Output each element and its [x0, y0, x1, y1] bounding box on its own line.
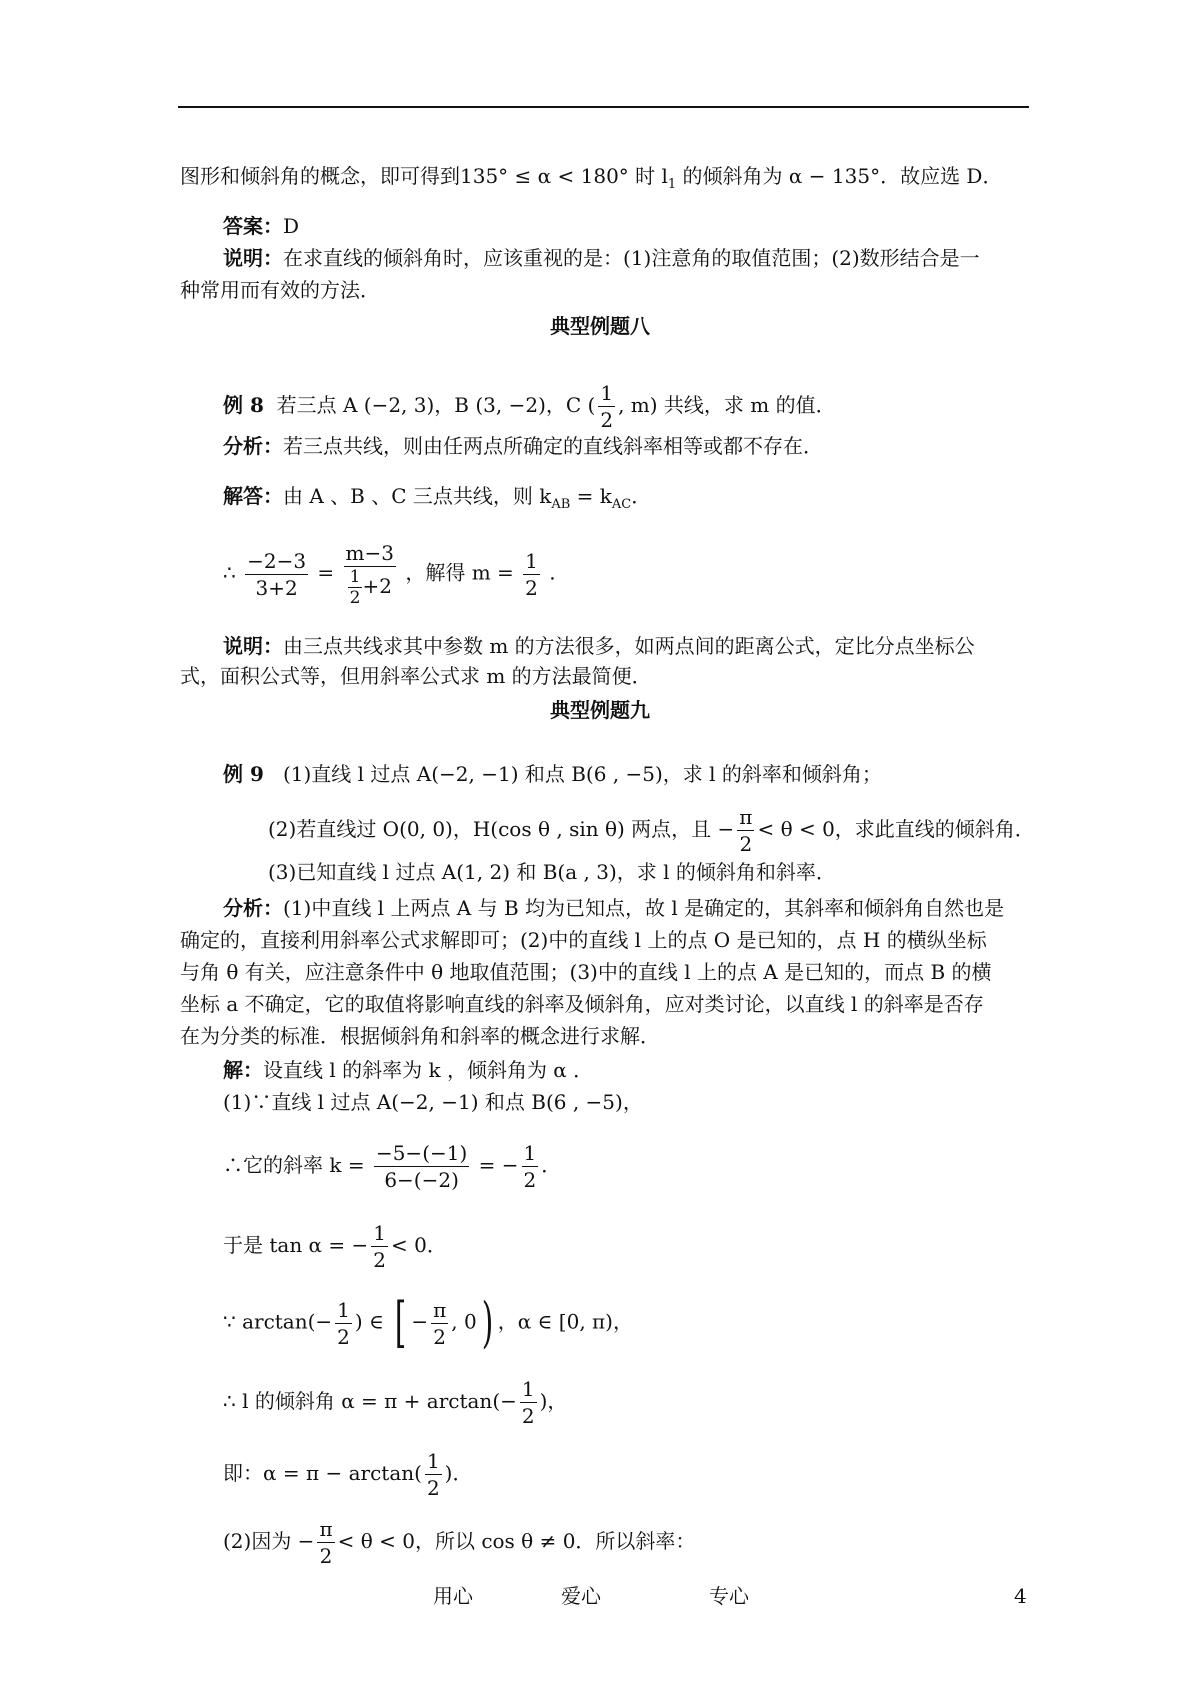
solution-step-tan: 于是 tan α = − $\frac{1}{2}$ < 0．: [223, 1221, 447, 1272]
solution-step-part-2: (2)因为 − $\frac{\pi}{2}$ < θ < 0，所以 cos θ ≠ 0．所以斜率：: [223, 1517, 696, 1568]
example-9-part-3: (3)已知直线 l 过点 A(1, 2) 和 B(a , 3)，求 l 的倾斜角和斜率．: [268, 860, 836, 884]
note-line-2: 种常用而有效的方法．: [180, 278, 380, 302]
footer-text-3: 专心: [709, 1584, 749, 1608]
fraction: $\frac{\pi}{2}$: [319, 1517, 333, 1568]
fraction: $\frac{-5-(-1)}{6-(-2)}$: [375, 1141, 468, 1192]
example-9-analysis-4: 坐标 a 不确定，它的取值将影响直线的斜率及倾斜角，应对类讨论，以直线 l 的斜率是否存: [180, 992, 984, 1016]
example-9-analysis: 分析：(1)中直线 l 上两点 A 与 B 均为已知点，故 l 是确定的，其斜率和倾斜角自然也是: [223, 896, 1005, 920]
example-8-solution: 解答：由 A 、B 、C 三点共线，则 $k_{AB} = k_{AC}$．: [223, 484, 652, 512]
fraction: $\frac{\pi}{2}$: [433, 1297, 447, 1349]
right-paren: ): [481, 1291, 494, 1354]
page-number: 4: [1014, 1584, 1027, 1608]
fraction: $\frac{1}{2}$: [600, 381, 614, 432]
solution-step-range: ∵ arctan(− $\frac{1}{2}$ ) ∈ [ − $\frac{\pi}{2}$ , 0) ，α ∈ [0, π)，: [223, 1291, 633, 1354]
heading-example-8: 典型例题八: [550, 314, 650, 338]
fraction: $\frac{1}{2}$: [373, 1221, 387, 1272]
example-9-part-2: (2)若直线过 O(0, 0)，H(cos θ , sin θ) 两点，且 − $\frac{\pi}{2}$ < θ < 0，求此直线的倾斜角．: [268, 805, 1035, 856]
example-8-analysis: 分析：若三点共线，则由任两点所确定的直线斜率相等或都不存在．: [223, 434, 823, 458]
example-8-note-2: 式，面积公式等，但用斜率公式求 m 的方法最简便．: [180, 664, 652, 688]
fraction: $\frac{\pi}{2}$: [739, 805, 753, 856]
example-9-part-1: 例 9 (1)直线 l 过点 A(−2, −1) 和点 B(6 , −5)，求 l 的斜率和倾斜角；: [223, 762, 882, 786]
footer-text-2: 爱心: [561, 1584, 601, 1608]
example-9-solution: 解：设直线 l 的斜率为 k ，倾斜角为 α ．: [223, 1058, 594, 1082]
header-rule: [178, 106, 1029, 108]
fraction: $\frac{-2-3}{3+2}$: [247, 548, 307, 600]
example-8-equation: ∴ $\frac{-2-3}{3+2}$ = m−3 $\frac{1}{2}$ +2 ，解得 m = $\frac{1}{2}$ .: [223, 541, 556, 608]
heading-example-9: 典型例题九: [550, 698, 650, 722]
example-9-analysis-3: 与角 θ 有关，应注意条件中 θ 地取值范围；(3)中的直线 l 上的点 A 是已知的，而点 B 的横: [180, 960, 992, 984]
fraction: $\frac{1}{2}$: [525, 548, 538, 600]
left-bracket: [: [394, 1291, 407, 1354]
fraction: m−3 $\frac{1}{2}$ +2: [345, 541, 394, 608]
fraction: $\frac{1}{2}$: [523, 1141, 537, 1192]
fraction: $\frac{1}{2}$: [426, 1449, 440, 1500]
example-9-analysis-5: 在为分类的标准．根据倾斜角和斜率的概念进行求解．: [180, 1024, 660, 1048]
note-line: 说明：在求直线的倾斜角时，应该重视的是：(1)注意角的取值范围；(2)数形结合是一: [223, 246, 980, 270]
solution-step-angle: ∴ l 的倾斜角 α = π + arctan(− $\frac{1}{2}$ )，: [223, 1377, 568, 1428]
example-8-question: 例 8 若三点 A (−2, 3)，B (3, −2)，C ( $\frac{1}{2}$ , m) 共线，求 m 的值．: [223, 381, 836, 432]
continuation-line: 图形和倾斜角的概念，即可得到135° ≤ α < 180° 时 $l_1$ 的倾斜角为 α − 135°．故应选 D．: [180, 164, 1003, 192]
fraction: $\frac{1}{2}$: [337, 1297, 350, 1349]
fraction: $\frac{1}{2}$: [521, 1377, 535, 1428]
footer-text-1: 用心: [433, 1584, 473, 1608]
solution-step-slope: ∴它的斜率 k = $\frac{-5-(-1)}{6-(-2)}$ = − $\frac{1}{2}$ ．: [223, 1141, 562, 1192]
answer-line: 答案：D: [223, 214, 300, 238]
solution-step-1: (1)∵直线 l 过点 A(−2, −1) 和点 B(6 , −5)，: [223, 1090, 643, 1114]
example-9-analysis-2: 确定的，直接利用斜率公式求解即可；(2)中的直线 l 上的点 O 是已知的，点 H 的横纵坐标: [180, 928, 987, 952]
example-8-note: 说明：由三点共线求其中参数 m 的方法很多，如两点间的距离公式，定比分点坐标公: [223, 634, 975, 658]
solution-step-angle-2: 即：α = π − arctan( $\frac{1}{2}$ )．: [223, 1449, 473, 1500]
